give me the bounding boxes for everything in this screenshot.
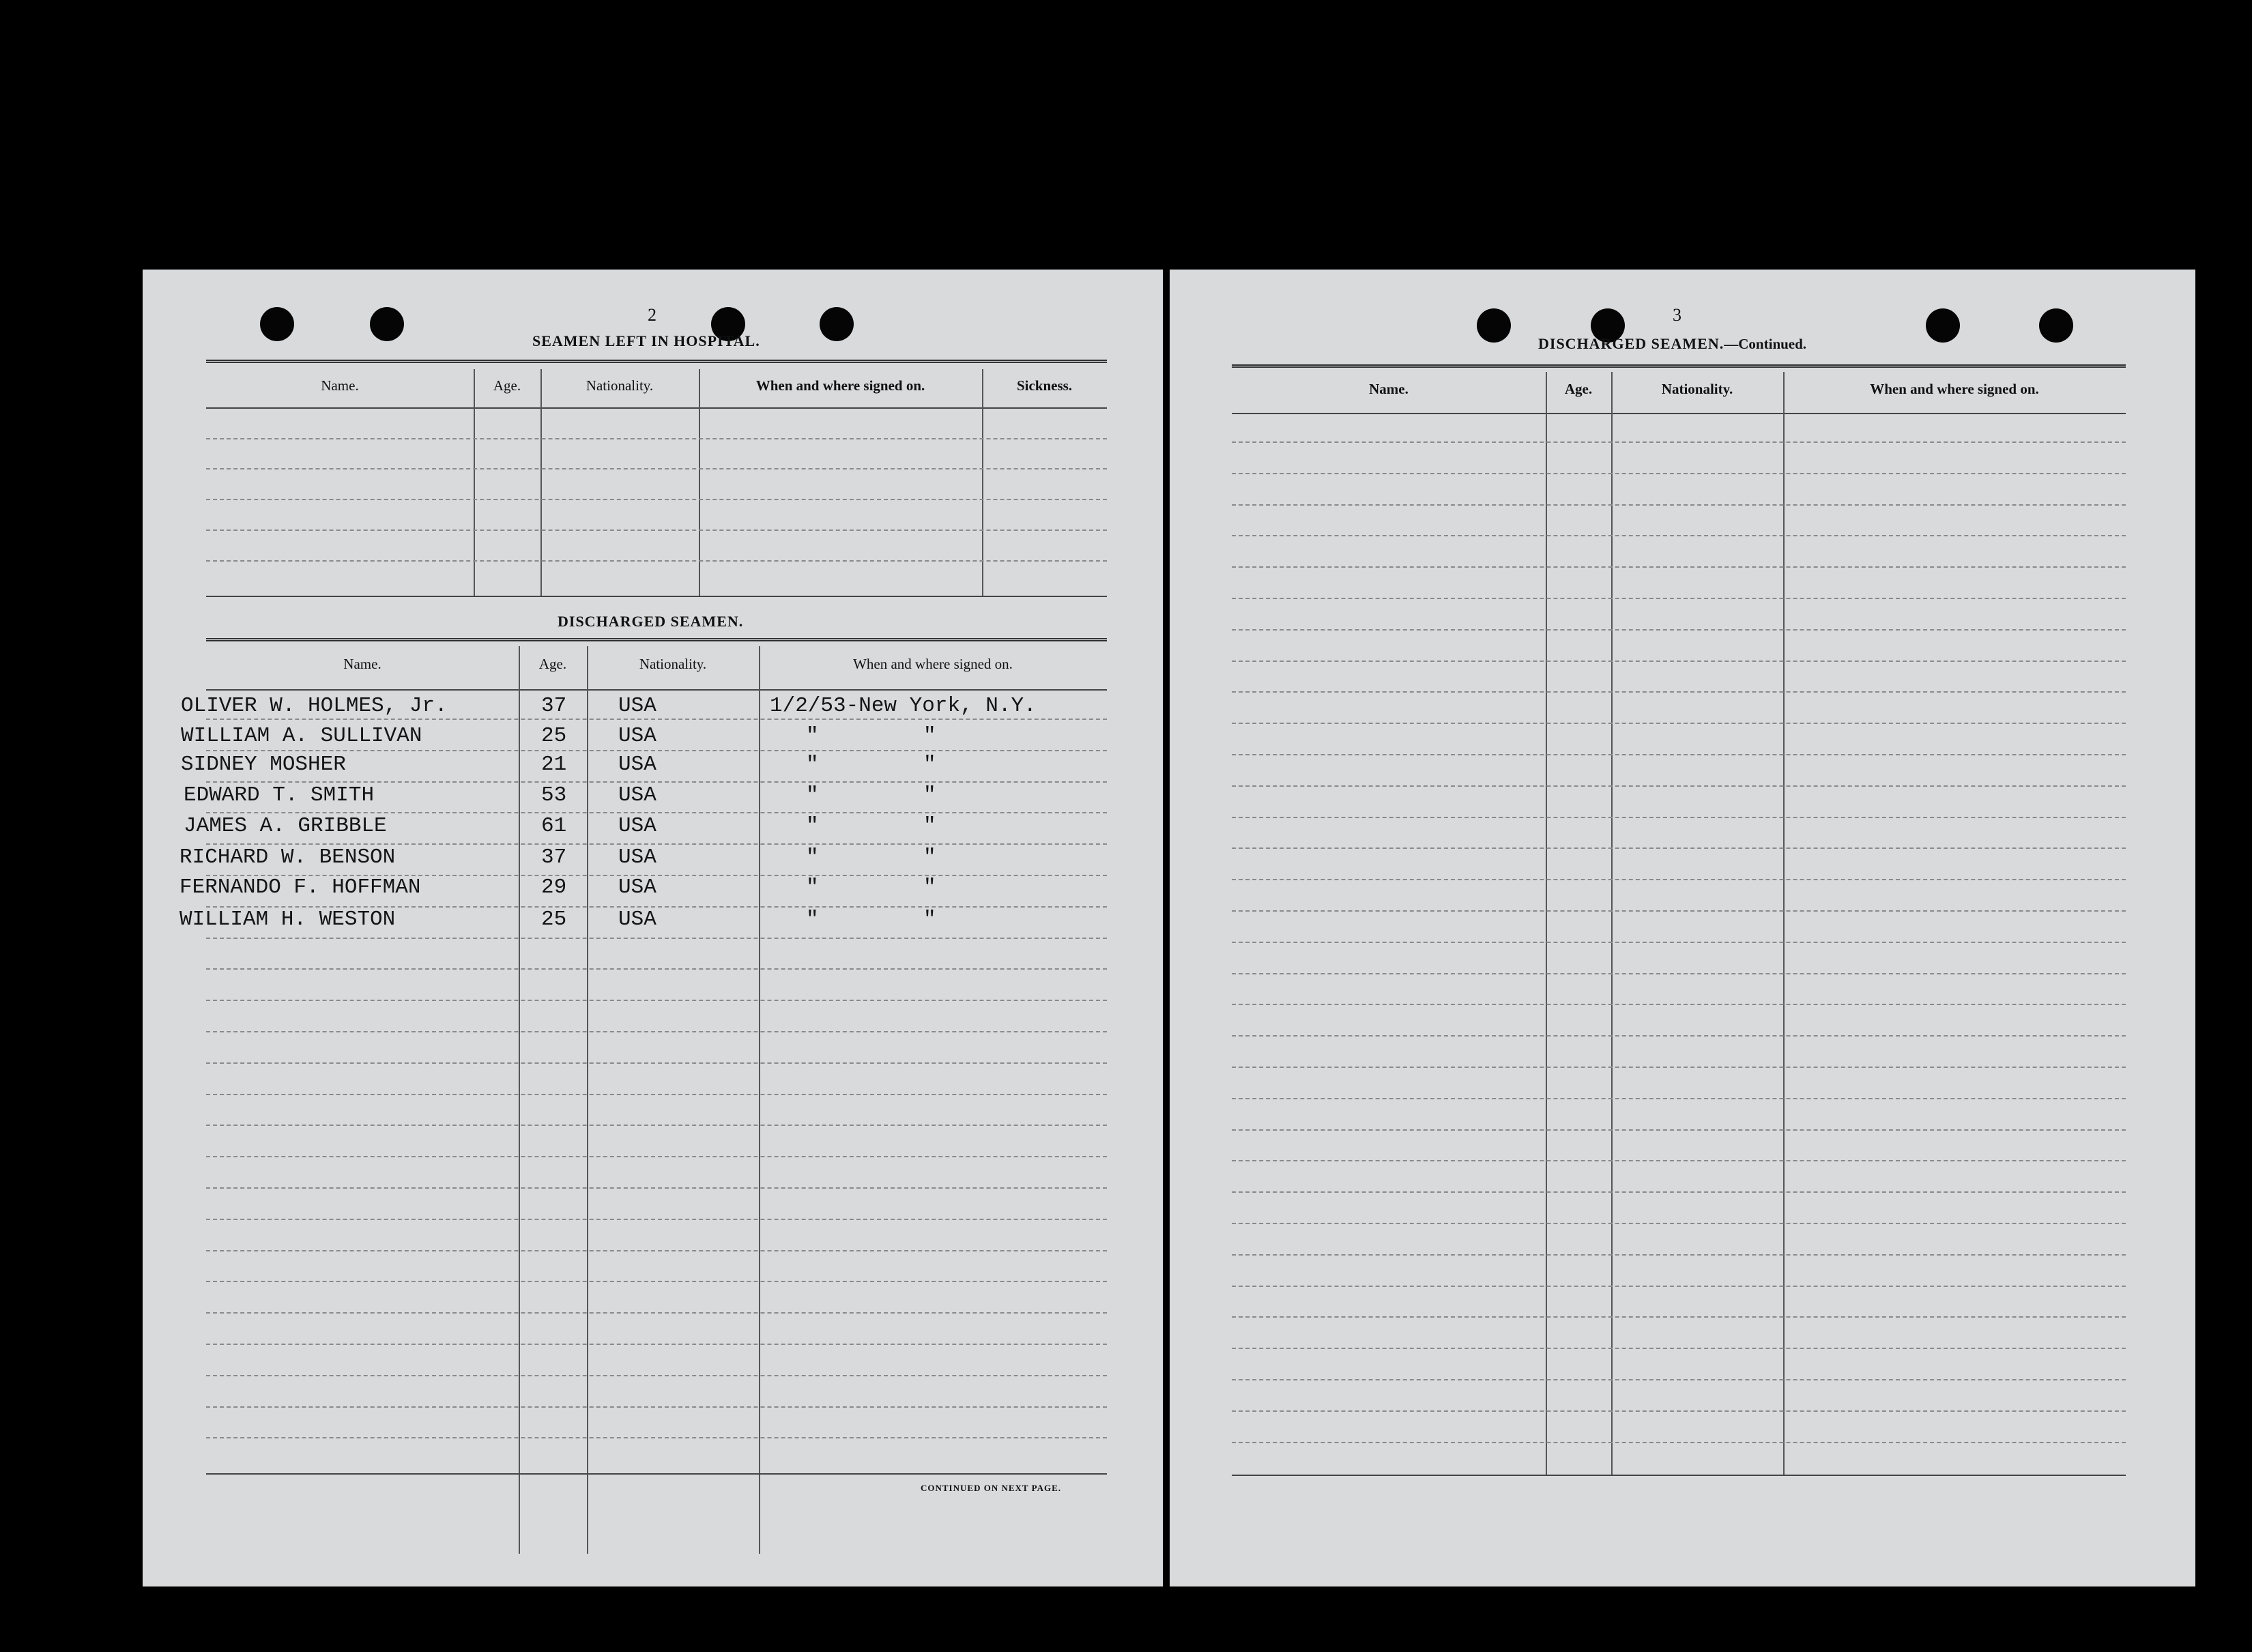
ditto-mark: " xyxy=(923,814,936,838)
dotted-row-line xyxy=(206,750,1107,751)
punch-hole xyxy=(1477,308,1511,343)
seaman-name: JAMES A. GRIBBLE xyxy=(184,814,387,838)
seaman-name: WILLIAM A. SULLIVAN xyxy=(181,724,422,748)
dotted-row-line xyxy=(1232,1442,2126,1443)
dotted-row-line xyxy=(206,1250,1107,1251)
seaman-age: 21 xyxy=(541,753,567,777)
ditto-mark: " xyxy=(923,724,936,748)
column-divider xyxy=(699,369,700,596)
seaman-nationality: USA xyxy=(618,908,656,931)
dotted-row-line xyxy=(1232,879,2126,880)
seaman-age: 37 xyxy=(541,845,567,869)
ditto-mark: " xyxy=(806,908,819,931)
col-signed-on-header: When and where signed on. xyxy=(1870,381,2039,397)
rule xyxy=(206,689,1107,691)
dotted-row-line xyxy=(1232,817,2126,818)
hospital-section-title: SEAMEN LEFT IN HOSPITAL. xyxy=(532,332,760,349)
seaman-name: RICHARD W. BENSON xyxy=(179,845,396,869)
ditto-mark: " xyxy=(806,724,819,748)
dotted-row-line xyxy=(1232,1129,2126,1131)
dotted-row-line xyxy=(206,1375,1107,1376)
rule xyxy=(1232,1475,2126,1476)
seaman-age: 29 xyxy=(541,875,567,899)
dotted-row-line xyxy=(1232,847,2126,849)
dotted-row-line xyxy=(206,468,1107,469)
ditto-mark: " xyxy=(923,783,936,807)
discharged-section-title: DISCHARGED SEAMEN. xyxy=(558,613,744,630)
ditto-mark: " xyxy=(806,875,819,899)
rule xyxy=(206,360,1107,363)
seaman-name: WILLIAM H. WESTON xyxy=(179,908,396,931)
dotted-row-line xyxy=(1232,942,2126,943)
seaman-nationality: USA xyxy=(618,814,656,838)
col-age-header: Age. xyxy=(493,377,521,394)
dotted-row-line xyxy=(206,530,1107,531)
col-signed-on-header: When and where signed on. xyxy=(755,377,925,394)
dotted-row-line xyxy=(206,843,1107,845)
column-divider xyxy=(1546,372,1547,1475)
column-divider xyxy=(1783,372,1785,1475)
seaman-nationality: USA xyxy=(618,875,656,899)
col-name-header: Name. xyxy=(343,656,381,672)
punch-hole xyxy=(370,307,404,341)
dotted-row-line xyxy=(206,1000,1107,1001)
seaman-name: EDWARD T. SMITH xyxy=(184,783,375,807)
dotted-row-line xyxy=(1232,1410,2126,1412)
col-signed-on-header: When and where signed on. xyxy=(853,656,1013,672)
rule xyxy=(206,638,1107,641)
dotted-row-line xyxy=(1232,1035,2126,1037)
dotted-row-line xyxy=(1232,1098,2126,1099)
dotted-row-line xyxy=(206,781,1107,783)
dotted-row-line xyxy=(1232,723,2126,724)
dotted-row-line xyxy=(206,1156,1107,1157)
column-divider xyxy=(1611,372,1613,1475)
dotted-row-line xyxy=(206,1437,1107,1438)
seaman-age: 61 xyxy=(541,814,567,838)
dotted-row-line xyxy=(1232,1379,2126,1380)
col-name-header: Name. xyxy=(1369,381,1409,397)
seaman-name: OLIVER W. HOLMES, Jr. xyxy=(181,694,448,718)
dotted-row-line xyxy=(206,1125,1107,1126)
ditto-mark: " xyxy=(923,845,936,869)
rule xyxy=(1232,364,2126,368)
dotted-row-line xyxy=(1232,1254,2126,1256)
seaman-name: FERNANDO F. HOFFMAN xyxy=(179,875,421,899)
dotted-row-line xyxy=(1232,566,2126,568)
column-divider xyxy=(982,369,983,596)
rule xyxy=(206,596,1107,597)
dotted-row-line xyxy=(206,1062,1107,1064)
dotted-row-line xyxy=(1232,473,2126,474)
rule xyxy=(1232,413,2126,414)
title-continued: —Continued. xyxy=(1724,336,1807,352)
right-page xyxy=(1170,270,2195,1586)
seaman-nationality: USA xyxy=(618,724,656,748)
seaman-name: SIDNEY MOSHER xyxy=(181,753,346,777)
dotted-row-line xyxy=(206,1094,1107,1095)
col-nationality-header: Nationality. xyxy=(639,656,707,672)
dotted-row-line xyxy=(206,1219,1107,1220)
punch-hole xyxy=(260,307,294,341)
seaman-nationality: USA xyxy=(618,783,656,807)
col-age-header: Age. xyxy=(538,656,567,672)
dotted-row-line xyxy=(206,1312,1107,1314)
col-sickness-header: Sickness. xyxy=(1016,377,1073,394)
punch-hole xyxy=(820,307,854,341)
ditto-mark: " xyxy=(806,845,819,869)
punch-hole xyxy=(2039,308,2073,343)
col-name-header: Name. xyxy=(321,377,359,394)
col-nationality-header: Nationality. xyxy=(586,377,654,394)
column-divider xyxy=(540,369,542,596)
dotted-row-line xyxy=(1232,1160,2126,1161)
seaman-age: 25 xyxy=(541,908,567,931)
dotted-row-line xyxy=(1232,629,2126,631)
signed-on: 1/2/53-New York, N.Y. xyxy=(770,694,1037,718)
dotted-row-line xyxy=(206,968,1107,970)
dotted-row-line xyxy=(1232,441,2126,443)
column-divider xyxy=(474,369,475,596)
ditto-mark: " xyxy=(923,753,936,777)
dotted-row-line xyxy=(1232,661,2126,662)
ditto-mark: " xyxy=(806,814,819,838)
rule xyxy=(206,1473,1107,1475)
dotted-row-line xyxy=(1232,1223,2126,1224)
dotted-row-line xyxy=(1232,598,2126,599)
left-page xyxy=(143,270,1163,1586)
title-main: DISCHARGED SEAMEN. xyxy=(1538,335,1724,352)
seaman-age: 53 xyxy=(541,783,567,807)
col-nationality-header: Nationality. xyxy=(1661,381,1733,397)
rule xyxy=(206,407,1107,409)
dotted-row-line xyxy=(1232,785,2126,787)
dotted-row-line xyxy=(1232,535,2126,536)
dotted-row-line xyxy=(1232,1286,2126,1287)
dotted-row-line xyxy=(206,438,1107,439)
dotted-row-line xyxy=(1232,1348,2126,1349)
seaman-age: 25 xyxy=(541,724,567,748)
dotted-row-line xyxy=(206,1031,1107,1032)
dotted-row-line xyxy=(206,1187,1107,1189)
punch-hole xyxy=(1926,308,1960,343)
seaman-nationality: USA xyxy=(618,753,656,777)
seaman-nationality: USA xyxy=(618,845,656,869)
page-number: 3 xyxy=(1673,305,1681,325)
dotted-row-line xyxy=(1232,1316,2126,1318)
ditto-mark: " xyxy=(923,908,936,931)
page-number: 2 xyxy=(648,305,656,325)
dotted-row-line xyxy=(1232,691,2126,693)
dotted-row-line xyxy=(206,499,1107,500)
dotted-row-line xyxy=(1232,973,2126,974)
ditto-mark: " xyxy=(923,875,936,899)
dotted-row-line xyxy=(1232,754,2126,755)
dotted-row-line xyxy=(1232,910,2126,912)
dotted-row-line xyxy=(1232,1191,2126,1193)
dotted-row-line xyxy=(206,560,1107,562)
col-age-header: Age. xyxy=(1564,381,1593,397)
discharged-continued-title xyxy=(1538,335,1806,353)
dotted-row-line xyxy=(1232,1004,2126,1005)
ditto-mark: " xyxy=(806,753,819,777)
dotted-row-line xyxy=(206,938,1107,939)
dotted-row-line xyxy=(206,1281,1107,1282)
dotted-row-line xyxy=(206,812,1107,813)
dotted-row-line xyxy=(1232,1067,2126,1068)
seaman-age: 37 xyxy=(541,694,567,718)
dotted-row-line xyxy=(206,719,1107,720)
ditto-mark: " xyxy=(806,783,819,807)
seaman-nationality: USA xyxy=(618,694,656,718)
dotted-row-line xyxy=(206,1406,1107,1408)
dotted-row-line xyxy=(1232,504,2126,506)
dotted-row-line xyxy=(206,1344,1107,1345)
continued-note: CONTINUED ON NEXT PAGE. xyxy=(921,1483,1061,1493)
